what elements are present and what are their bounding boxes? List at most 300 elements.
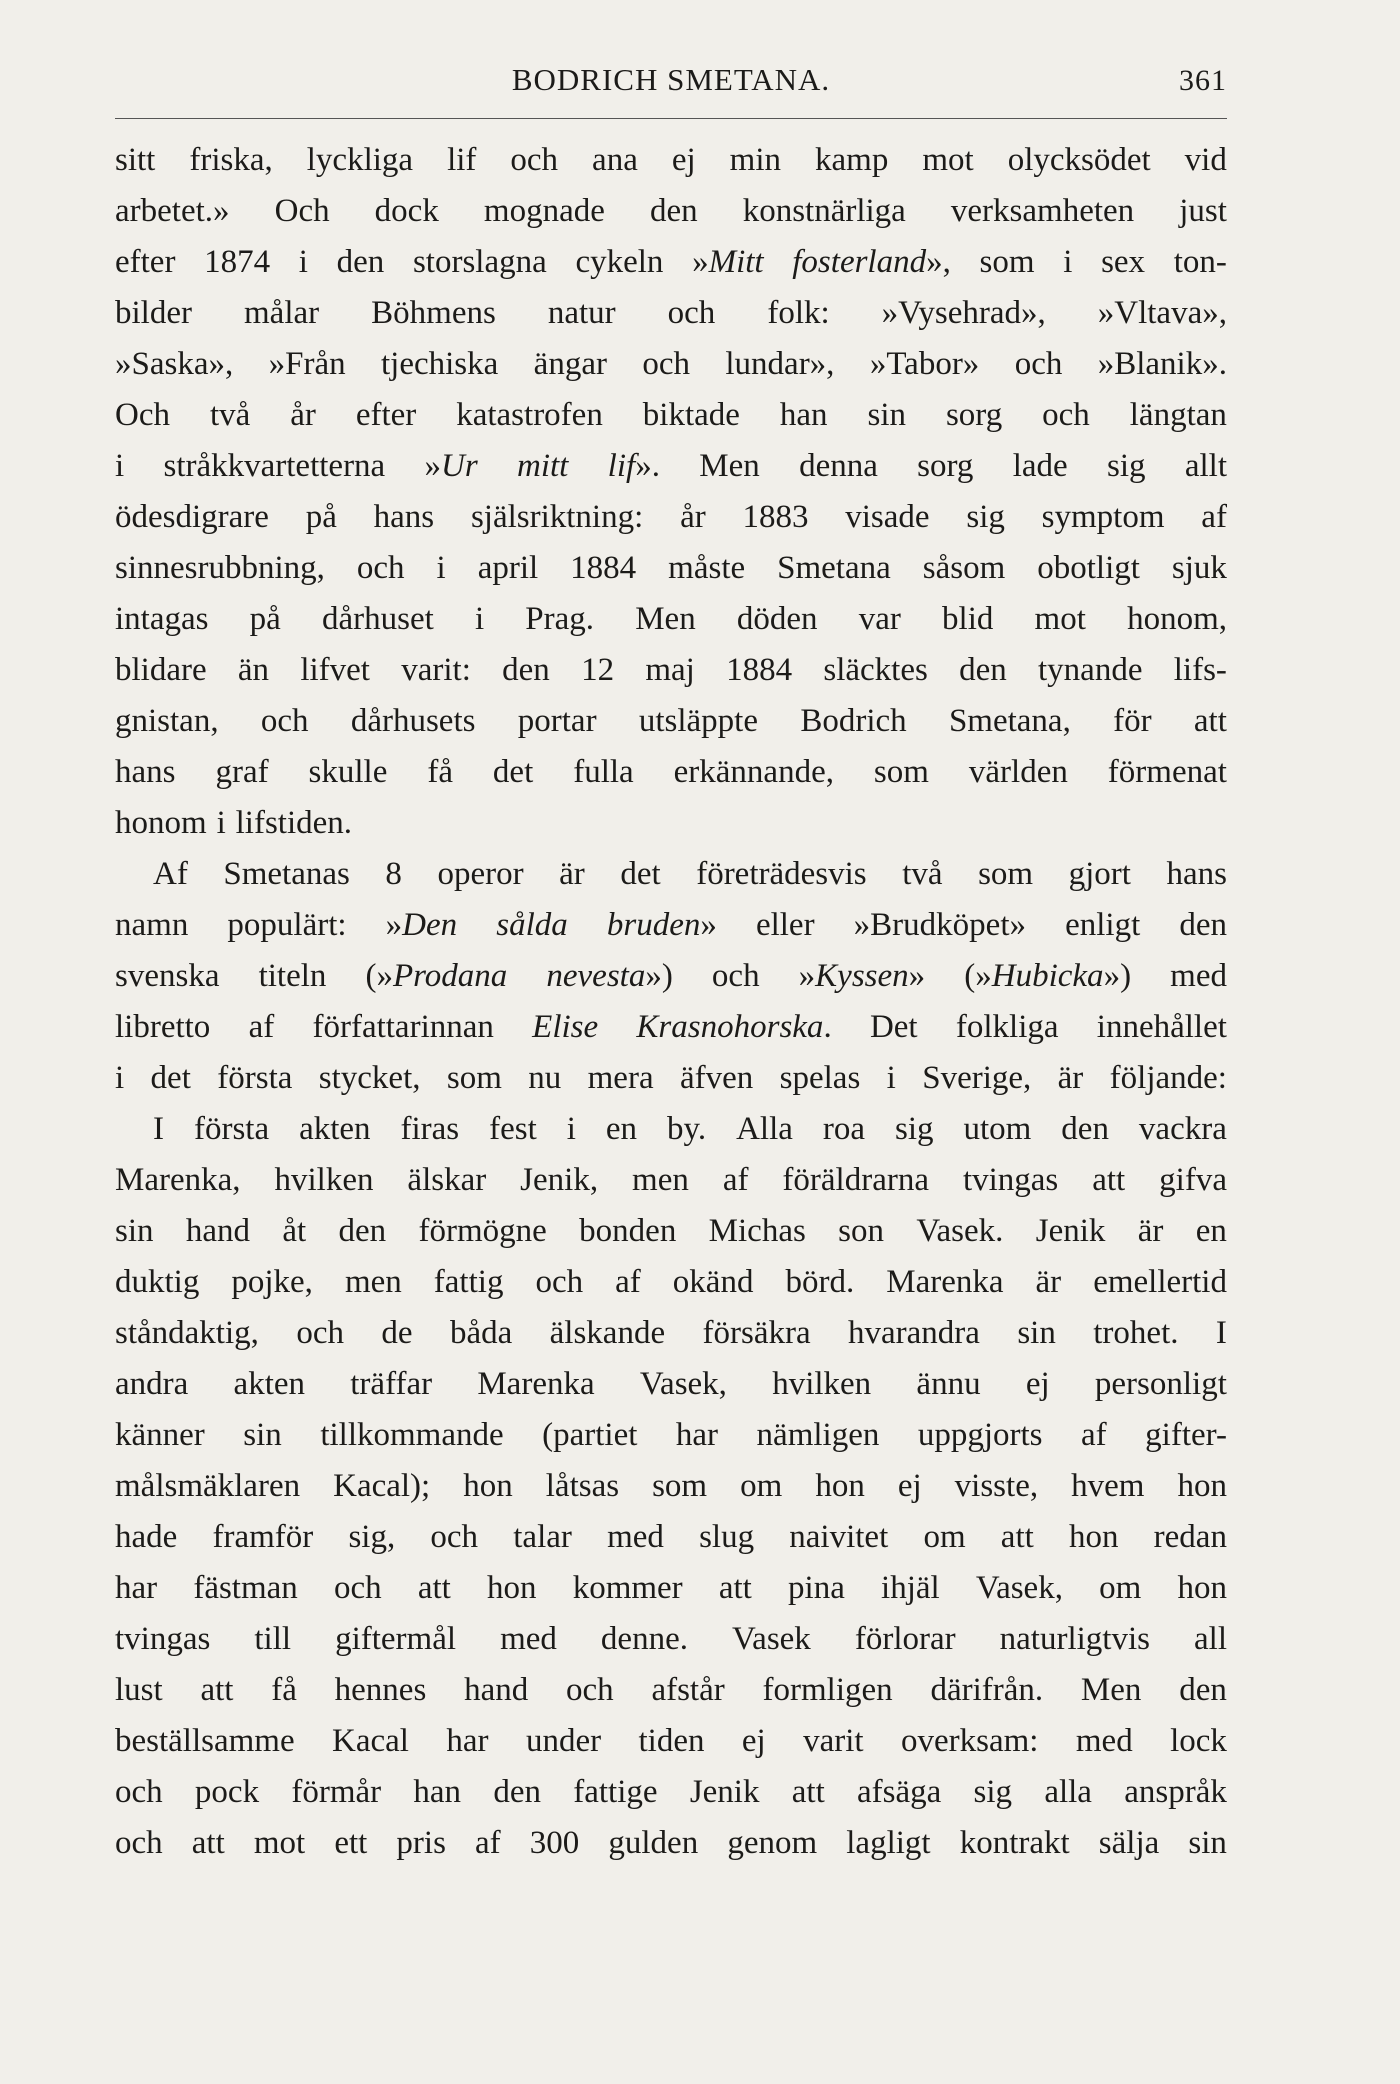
word: lif — [447, 142, 477, 178]
word: Kacal); — [333, 1468, 431, 1504]
word: var — [858, 601, 901, 637]
word: tjechiska — [381, 346, 499, 382]
word: längtan — [1129, 397, 1227, 433]
text-line — [115, 594, 1227, 645]
word: 1884 — [570, 550, 637, 586]
word: 300 — [529, 1825, 580, 1861]
word: utom — [963, 1111, 1032, 1147]
word: ej — [741, 1723, 766, 1759]
word: i — [298, 244, 308, 280]
word: att — [791, 1774, 825, 1810]
word: enligt — [1065, 907, 1141, 943]
text-line — [115, 1512, 1227, 1563]
word: år — [680, 499, 706, 535]
word: roa — [822, 1111, 866, 1147]
word: pojke, — [231, 1264, 313, 1300]
word: gnistan, — [115, 703, 219, 739]
word: Marenka, — [115, 1162, 241, 1198]
word: Af — [153, 856, 188, 892]
word: den — [1179, 1672, 1227, 1708]
word: okänd — [672, 1264, 754, 1300]
text-line — [115, 1563, 1227, 1614]
word: konstnärliga — [742, 193, 906, 229]
word: som — [979, 244, 1035, 280]
word: följande: — [1109, 1060, 1227, 1096]
word: cykeln — [575, 244, 664, 280]
word: visade — [845, 499, 930, 535]
word: afsäga — [857, 1774, 942, 1810]
word: den — [959, 652, 1007, 688]
word: akten — [233, 1366, 306, 1402]
word: Marenka — [477, 1366, 595, 1402]
word: Kacal — [332, 1723, 409, 1759]
word: eller — [755, 907, 815, 943]
word: ängar — [533, 346, 607, 382]
word: och — [296, 1315, 344, 1351]
word: år — [290, 397, 316, 433]
word: ödesdigrare — [115, 499, 269, 535]
word: dårhuset — [321, 601, 434, 637]
word: slug — [699, 1519, 755, 1555]
word: i — [115, 448, 125, 484]
word: sin — [1188, 1825, 1227, 1861]
word: Marenka — [886, 1264, 1004, 1300]
word: försäkra — [702, 1315, 811, 1351]
word: få — [271, 1672, 297, 1708]
word: på — [305, 499, 337, 535]
word: om — [1099, 1570, 1142, 1606]
word: mot — [1034, 601, 1086, 637]
word: dårhusets — [350, 703, 476, 739]
word: libretto — [115, 1009, 211, 1045]
word: allt — [1184, 448, 1227, 484]
word: duktig — [115, 1264, 200, 1300]
word: Och — [274, 193, 330, 229]
word: och — [115, 1774, 163, 1810]
word: sin — [243, 1417, 282, 1453]
word: (partiet — [542, 1417, 638, 1453]
word: det — [620, 856, 661, 892]
word: bilder — [115, 295, 192, 331]
text-line — [115, 1002, 1227, 1053]
word: I — [153, 1111, 164, 1147]
word: 1874 — [204, 244, 271, 280]
word: det — [492, 754, 534, 790]
word: att — [718, 1570, 752, 1606]
word: friska, — [189, 142, 273, 178]
word: sin — [115, 1213, 154, 1249]
header-rule — [115, 118, 1227, 119]
word: Böhmens — [371, 295, 496, 331]
word: mognade — [483, 193, 605, 229]
text-line — [115, 1716, 1227, 1767]
word: hon — [1177, 1570, 1227, 1606]
word: genom — [727, 1825, 818, 1861]
word: innehållet — [1096, 1009, 1227, 1045]
word: den — [336, 244, 385, 280]
word: tynande — [1038, 652, 1143, 688]
word: sin — [1017, 1315, 1056, 1351]
word: folk: — [767, 295, 830, 331]
word: älskar — [407, 1162, 487, 1198]
word: blidare — [115, 652, 207, 688]
text-line — [115, 288, 1227, 339]
word: »Blanik». — [1097, 346, 1227, 382]
word: för — [1113, 703, 1152, 739]
word: på — [249, 601, 281, 637]
word: denne. — [600, 1621, 688, 1657]
word: har — [446, 1723, 489, 1759]
word: Vasek, — [975, 1570, 1063, 1606]
word: har — [115, 1570, 158, 1606]
word: blid — [942, 601, 994, 637]
word: af — [1201, 499, 1227, 535]
word: med — [1075, 1723, 1133, 1759]
word: sjuk — [1171, 550, 1227, 586]
word: sitt — [115, 142, 156, 178]
word: olycksödet — [1007, 142, 1151, 178]
word: och — [260, 703, 309, 739]
word: målar — [244, 295, 320, 331]
word: 1884 — [726, 652, 793, 688]
word: akten — [299, 1111, 371, 1147]
word: hand — [185, 1213, 251, 1249]
word: erkännande, — [673, 754, 834, 790]
word: pris — [396, 1825, 446, 1861]
word: hon — [463, 1468, 513, 1504]
word: hand — [464, 1672, 529, 1708]
word: obotligt — [1037, 550, 1140, 586]
word: lock — [1170, 1723, 1227, 1759]
text-line — [115, 747, 1227, 798]
word: Prag. — [525, 601, 595, 637]
word: i — [566, 1111, 576, 1147]
word: af — [722, 1162, 749, 1198]
word: de — [381, 1315, 413, 1351]
word: att — [1000, 1519, 1034, 1555]
word: sorg — [917, 448, 974, 484]
word: kontrakt — [959, 1825, 1070, 1861]
word: graf — [215, 754, 269, 790]
word: Krasnohorska. — [636, 1009, 832, 1045]
word: honom, — [1127, 601, 1227, 637]
word: är — [1035, 1264, 1062, 1300]
word: arbetet.» — [115, 193, 230, 229]
word: trohet. — [1093, 1315, 1179, 1351]
word: en — [1195, 1213, 1227, 1249]
word: efter — [355, 397, 417, 433]
word: Elise — [532, 1009, 599, 1045]
word: har — [675, 1417, 719, 1453]
word: just — [1179, 193, 1227, 229]
word: världen — [968, 754, 1068, 790]
word: lyckliga — [306, 142, 414, 178]
word: om — [923, 1519, 966, 1555]
word: lagligt — [846, 1825, 931, 1861]
word: gifter- — [1145, 1417, 1227, 1453]
word: med — [1170, 958, 1227, 994]
word: sex — [1101, 244, 1146, 280]
word: lif». — [607, 448, 660, 484]
word: folkliga — [955, 1009, 1059, 1045]
word: hon — [1177, 1468, 1227, 1504]
word: biktade — [642, 397, 740, 433]
word: än — [237, 652, 270, 688]
word: hvem — [1071, 1468, 1145, 1504]
word: Alla — [736, 1111, 793, 1147]
running-header — [115, 56, 1227, 106]
word: Jenik, — [520, 1162, 599, 1198]
word: om — [740, 1468, 783, 1504]
word: att — [417, 1570, 451, 1606]
word: fästman — [193, 1570, 298, 1606]
word: »Från — [268, 346, 346, 382]
word: gulden — [608, 1825, 699, 1861]
text-line — [115, 1461, 1227, 1512]
word: nämligen — [756, 1417, 880, 1453]
word: hans — [373, 499, 435, 535]
word: den — [493, 1774, 541, 1810]
word: Jenik — [1035, 1213, 1106, 1249]
text-line — [115, 900, 1227, 951]
word: min — [729, 142, 782, 178]
word: katastrofen — [456, 397, 603, 433]
word: hvarandra — [848, 1315, 980, 1351]
text-line — [115, 1104, 1227, 1155]
word: gjort — [1068, 856, 1131, 892]
word: det — [150, 1060, 191, 1096]
word: »Den — [385, 907, 458, 943]
word: bonden — [579, 1213, 677, 1249]
word: han — [779, 397, 828, 433]
word: visste, — [954, 1468, 1039, 1504]
text-line — [115, 645, 1227, 696]
text-line — [115, 186, 1227, 237]
word: af — [475, 1825, 501, 1861]
word: han — [413, 1774, 462, 1810]
word: spelas — [779, 1060, 861, 1096]
word: (»Prodana — [365, 958, 508, 994]
word: och — [667, 295, 716, 331]
text-line — [115, 237, 1227, 288]
word: första — [193, 1111, 270, 1147]
word: fattige — [573, 1774, 658, 1810]
text-line — [115, 390, 1227, 441]
word: den — [502, 652, 550, 688]
word: maj — [645, 652, 695, 688]
word: Men — [635, 601, 696, 637]
word: första — [217, 1060, 293, 1096]
word: april — [477, 550, 539, 586]
text-line — [115, 492, 1227, 543]
word: ana — [592, 142, 638, 178]
word: släcktes — [823, 652, 928, 688]
word: hon — [1068, 1519, 1119, 1555]
word: fulla — [573, 754, 634, 790]
word: vackra — [1138, 1111, 1227, 1147]
word: sorg — [945, 397, 1003, 433]
word: (»Hubicka») — [964, 958, 1132, 994]
word: emellertid — [1093, 1264, 1227, 1300]
word: Sverige, — [922, 1060, 1032, 1096]
word: måste — [668, 550, 746, 586]
word: företrädesvis — [696, 856, 867, 892]
word: är — [1137, 1213, 1164, 1249]
word: lade — [1012, 448, 1068, 484]
word: mera — [587, 1060, 654, 1096]
word: varit: — [401, 652, 471, 688]
word: börd. — [785, 1264, 855, 1300]
word: lundar», — [725, 346, 835, 382]
word: som — [978, 856, 1034, 892]
word: stråkkvartetterna — [163, 448, 386, 484]
word: af — [248, 1009, 275, 1045]
word: lifstiden. — [235, 805, 353, 841]
word: att — [1193, 703, 1227, 739]
word: uppgjorts — [917, 1417, 1043, 1453]
word: Vasek — [732, 1621, 811, 1657]
word: i — [436, 550, 446, 586]
word: i — [1063, 244, 1073, 280]
text-line — [115, 1665, 1227, 1716]
word: by. — [667, 1111, 707, 1147]
text-line — [115, 543, 1227, 594]
word: hennes — [334, 1672, 427, 1708]
word: operor — [437, 856, 524, 892]
word: framför — [212, 1519, 314, 1555]
word: 8 — [385, 856, 402, 892]
word: den — [1179, 907, 1227, 943]
word: »Vysehrad», — [881, 295, 1046, 331]
text-line — [115, 1308, 1227, 1359]
word: Det — [869, 1009, 918, 1045]
word: natur — [547, 295, 616, 331]
word: är — [559, 856, 585, 892]
word: låtsas — [545, 1468, 620, 1504]
word: mot — [253, 1825, 306, 1861]
word: storslagna — [412, 244, 547, 280]
word: bruden» — [606, 907, 717, 943]
word: och — [711, 958, 760, 994]
word: firas — [400, 1111, 460, 1147]
word: nu — [528, 1060, 562, 1096]
text-line — [115, 339, 1227, 390]
text-line — [115, 441, 1227, 492]
word: talar — [513, 1519, 572, 1555]
text-line — [115, 951, 1227, 1002]
word: hans — [1166, 856, 1227, 892]
word: »Kyssen» — [798, 958, 926, 994]
text-line — [115, 1818, 1227, 1869]
page-number: 361 — [1179, 64, 1227, 97]
word: giftermål — [335, 1621, 457, 1657]
word: i — [474, 601, 485, 637]
word: alla — [1044, 1774, 1092, 1810]
word: att — [191, 1825, 225, 1861]
word: pina — [788, 1570, 845, 1606]
word: Smetana — [777, 550, 891, 586]
word: verksamheten — [950, 193, 1135, 229]
word: symptom — [1041, 499, 1165, 535]
word: som — [652, 1468, 708, 1504]
word: ej — [671, 142, 696, 178]
word: under — [525, 1723, 602, 1759]
word: två — [209, 397, 251, 433]
word: båda — [449, 1315, 513, 1351]
word: och — [430, 1519, 479, 1555]
word: målsmäklaren — [115, 1468, 301, 1504]
word: efter — [115, 244, 176, 280]
word: sin — [867, 397, 906, 433]
word: namn — [115, 907, 189, 943]
word: Men — [1080, 1672, 1142, 1708]
word: förlorar — [854, 1621, 956, 1657]
word: beställsamme — [115, 1723, 295, 1759]
text-line — [115, 696, 1227, 747]
word: hon — [487, 1570, 537, 1606]
word: till — [254, 1621, 292, 1657]
word: en — [605, 1111, 638, 1147]
word: lust — [115, 1672, 163, 1708]
word: gifva — [1159, 1162, 1227, 1198]
word: redan — [1153, 1519, 1227, 1555]
word: fosterland», — [792, 244, 951, 280]
text-line — [115, 1359, 1227, 1410]
word: och — [566, 1672, 614, 1708]
word: förmår — [291, 1774, 382, 1810]
word: ej — [897, 1468, 922, 1504]
word: 1883 — [742, 499, 809, 535]
word: att — [200, 1672, 234, 1708]
word: af — [615, 1264, 641, 1300]
text-line — [115, 1053, 1227, 1104]
word: hon — [815, 1468, 865, 1504]
word: och — [642, 346, 690, 382]
text-line — [115, 1206, 1227, 1257]
word: sälja — [1098, 1825, 1160, 1861]
word: Vasek, — [639, 1366, 727, 1402]
word: äfven — [679, 1060, 754, 1096]
word: kamp — [815, 142, 889, 178]
word: ståndaktig, — [115, 1315, 259, 1351]
text-line — [115, 1155, 1227, 1206]
word: Jenik — [689, 1774, 760, 1810]
word: andra — [115, 1366, 189, 1402]
word: »Vltava», — [1097, 295, 1227, 331]
word: förmögne — [418, 1213, 547, 1249]
word: tvingas — [115, 1621, 211, 1657]
word: att — [1092, 1162, 1126, 1198]
word: och — [535, 1264, 584, 1300]
word: svenska — [115, 958, 220, 994]
word: intagas — [115, 601, 209, 637]
word: tvingas — [962, 1162, 1059, 1198]
word: Bodrich — [800, 703, 907, 739]
word: ett — [334, 1825, 368, 1861]
word: och — [510, 142, 559, 178]
word: och — [1042, 397, 1090, 433]
word: stycket, — [318, 1060, 421, 1096]
word: själsriktning: — [470, 499, 644, 535]
word: sig — [966, 499, 1005, 535]
word: pock — [194, 1774, 260, 1810]
word: »Ur — [424, 448, 478, 484]
word: »Mitt — [692, 244, 764, 280]
word: författarinnan — [312, 1009, 494, 1045]
word: tiden — [638, 1723, 705, 1759]
word: varit — [803, 1723, 864, 1759]
word: känner — [115, 1417, 205, 1453]
